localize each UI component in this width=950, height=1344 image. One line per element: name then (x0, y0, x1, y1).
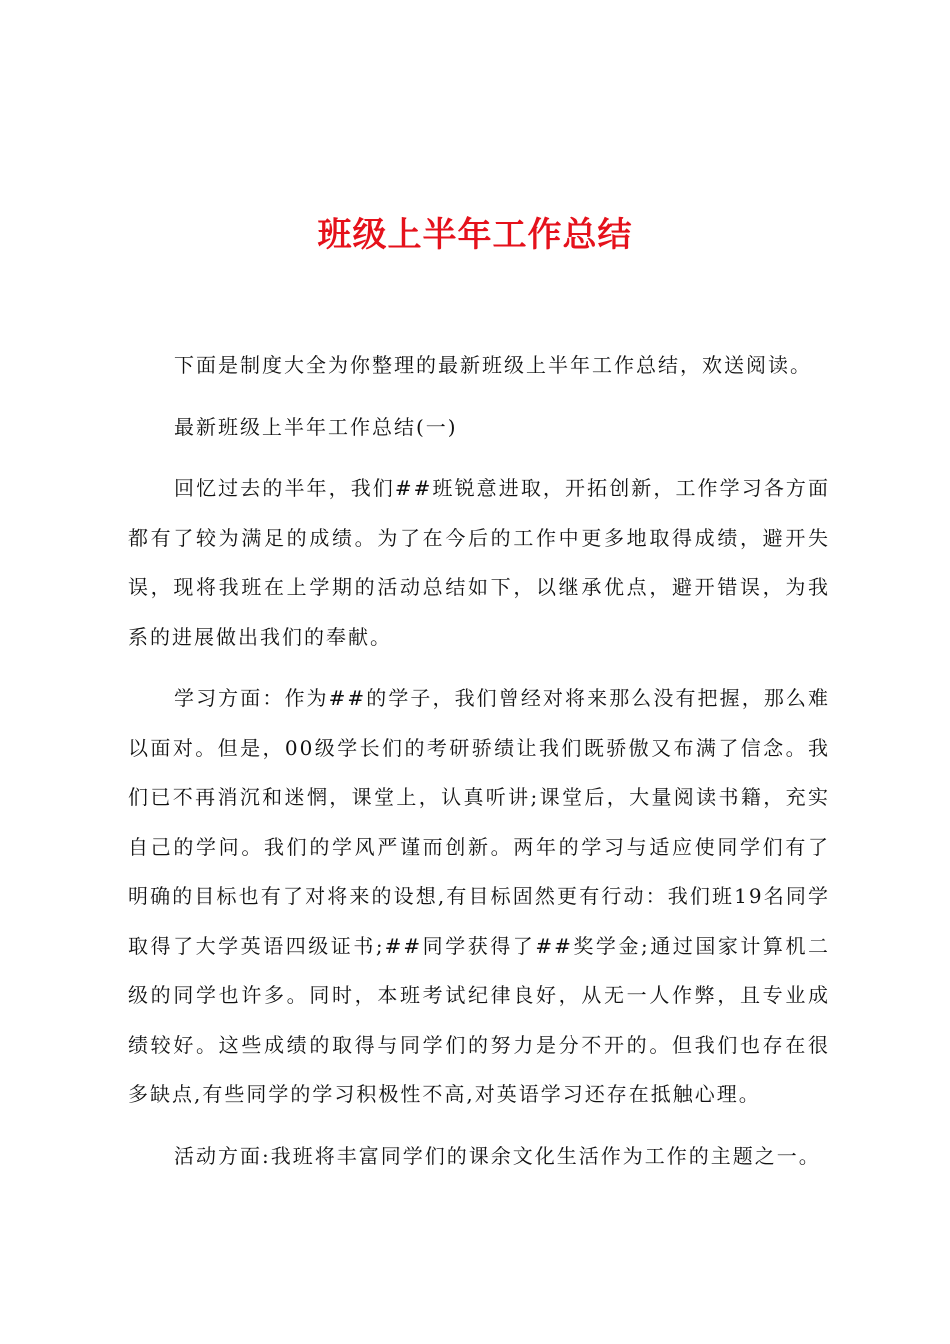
document-title: 班级上半年工作总结 (317, 215, 633, 255)
paragraph-intro: 下面是制度大全为你整理的最新班级上半年工作总结，欢送阅读。 (174, 353, 812, 377)
paragraph-review: 回忆过去的半年，我们##班锐意进取，开拓创新，工作学习各方面都有了较为满足的成绩。为了在今后的工作中更多地取得成绩，避开失误，现将我班在上学期的活动总结如下，以继承优点，避开错误，为我系的进展做出我们的奉献。 (128, 476, 830, 649)
document-body (128, 341, 830, 1193)
paragraph-subtitle: 最新班级上半年工作总结(一) (174, 414, 458, 439)
paragraph-activities: 活动方面:我班将丰富同学们的课余文化生活作为工作的主题之一。 (174, 1143, 821, 1168)
paragraph-study: 学习方面：作为##的学子，我们曾经对将来那么没有把握，那么难以面对。但是，00级学长们的考研骄绩让我们既骄傲又布满了信念。我们已不再消沉和迷惘，课堂上，认真听讲;课堂后，大量阅读书籍，充实自己的学问。我们的学风严谨而创新。两年的学习与适应使同学们有了明确的目标也有了对将来的设想,有目标固然更有行动：我们班19名同学取得了大学英语四级证书;##同学获得了##奖学金;通过国家计算机二级的同学也许多。同时，本班考试纪律良好，从无一人作弊，且专业成绩较好。这些成绩的取得与同学们的努力是分不开的。但我们也存在很多缺点,有些同学的学习积极性不高,对英语学习还存在抵触心理。 (128, 686, 830, 1106)
